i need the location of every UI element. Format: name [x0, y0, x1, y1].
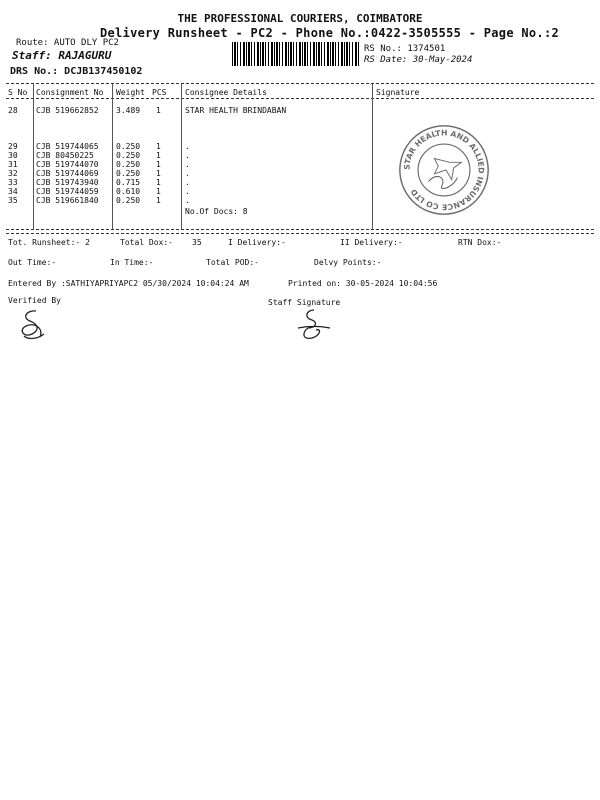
table-row-consignment: CJB 519744065	[36, 142, 99, 151]
table-row-pcs: 1	[156, 178, 161, 187]
company-stamp	[396, 122, 492, 218]
route-label: Route: AUTO DLY PC2	[16, 38, 119, 48]
rs-number: RS No.: 1374501	[364, 44, 446, 54]
header-consignee: Consignee Details	[185, 88, 267, 97]
header-weight: Weight	[116, 88, 145, 97]
table-row-consignee: STAR HEALTH BRINDABAN	[185, 106, 287, 115]
table-row-pcs: 1	[156, 106, 161, 115]
header-pcs: PCS	[152, 88, 167, 97]
table-row-sno: 30	[8, 151, 18, 160]
table-row-consignee: .	[185, 142, 190, 151]
table-row-weight: 0.610	[116, 187, 141, 196]
total-dox-value: 35	[192, 238, 202, 247]
ii-delivery: II Delivery:-	[340, 238, 403, 247]
company-title: THE PROFESSIONAL COURIERS, COIMBATORE	[177, 12, 423, 25]
table-bottom-rule	[6, 229, 594, 230]
table-row-consignee: .	[185, 187, 190, 196]
header-consignment: Consignment No	[36, 88, 104, 97]
table-row-sno: 29	[8, 142, 18, 151]
total-dox-label: Total Dox:-	[120, 238, 173, 247]
in-time: In Time:-	[110, 258, 154, 267]
col-divider	[112, 84, 113, 229]
table-row-pcs: 1	[156, 160, 161, 169]
table-row-pcs: 1	[156, 187, 161, 196]
delvy-points: Delvy Points:-	[314, 258, 382, 267]
out-time: Out Time:-	[8, 258, 57, 267]
table-row-consignment: CJB 519661840	[36, 196, 99, 205]
table-row-weight: 3.489	[116, 106, 141, 115]
table-row-consignment: CJB 519744059	[36, 187, 99, 196]
table-row-weight: 0.250	[116, 160, 141, 169]
tot-runsheet: Tot. Runsheet:- 2	[8, 238, 90, 247]
table-row-sno: 34	[8, 187, 18, 196]
col-divider	[372, 84, 373, 229]
table-row-consignment: CJB 519744069	[36, 169, 99, 178]
table-header-rule	[6, 98, 594, 99]
header-sno: S No	[8, 88, 28, 97]
table-row-weight: 0.715	[116, 178, 141, 187]
barcode	[232, 42, 360, 66]
entered-by: Entered By :SATHIYAPRIYAPC2 05/30/2024 10:04:24 AM	[8, 279, 249, 288]
table-row-consignee: .	[185, 151, 190, 160]
table-row-pcs: 1	[156, 169, 161, 178]
table-row-sno: 32	[8, 169, 18, 178]
table-row-sno: 33	[8, 178, 18, 187]
table-row-consignment: CJB 519662852	[36, 106, 99, 115]
table-top-rule	[6, 83, 594, 84]
table-row-consignment: CJB 80450225	[36, 151, 94, 160]
drs-number: DRS No.: DCJB137450102	[10, 66, 143, 77]
staff-signature-label: Staff Signature	[268, 298, 341, 307]
table-row-pcs: 1	[156, 196, 161, 205]
table-row-sno: 31	[8, 160, 18, 169]
table-row-consignment: CJB 519743940	[36, 178, 99, 187]
table-row-weight: 0.250	[116, 151, 141, 160]
rs-date: RS Date: 30-May-2024	[364, 55, 473, 65]
table-row-pcs: 1	[156, 151, 161, 160]
col-divider	[33, 84, 34, 229]
i-delivery: I Delivery:-	[228, 238, 286, 247]
header-signature: Signature	[376, 88, 420, 97]
table-row-consignment: CJB 519744070	[36, 160, 99, 169]
summary-top-rule	[6, 233, 594, 234]
table-row-consignee: .	[185, 178, 190, 187]
total-pod: Total POD:-	[206, 258, 259, 267]
table-row-consignee: .	[185, 196, 190, 205]
table-row-weight: 0.250	[116, 196, 141, 205]
doc-count: No.Of Docs: 8	[185, 207, 248, 216]
table-row-consignee: .	[185, 160, 190, 169]
runsheet-title: Delivery Runsheet - PC2 - Phone No.:0422-3505555 - Page No.:2	[100, 26, 560, 40]
verified-by-label: Verified By	[8, 296, 61, 305]
staff-signature	[294, 306, 334, 342]
table-row-consignee: .	[185, 169, 190, 178]
verifier-signature	[14, 306, 50, 342]
stamp-text: STAR HEALTH AND ALLIED INSURANCE CO LTD	[402, 128, 486, 212]
col-divider	[181, 84, 182, 229]
rtn-dox: RTN Dox:-	[458, 238, 502, 247]
table-row-pcs: 1	[156, 142, 161, 151]
printed-on: Printed on: 30-05-2024 10:04:56	[288, 279, 438, 288]
table-row-sno: 35	[8, 196, 18, 205]
table-row-weight: 0.250	[116, 169, 141, 178]
staff-label: Staff: RAJAGURU	[12, 49, 112, 62]
table-row-sno: 28	[8, 106, 18, 115]
svg-text:STAR HEALTH AND ALLIED INSURAN	[402, 128, 485, 211]
table-row-weight: 0.250	[116, 142, 141, 151]
